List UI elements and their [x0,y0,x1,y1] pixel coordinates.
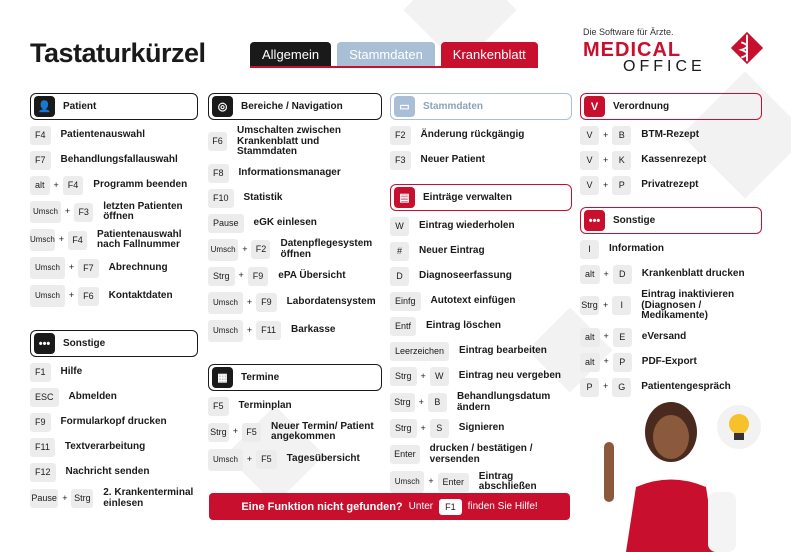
shortcut-label: eGK einlesen [253,216,317,228]
key-cap: F7 [30,151,51,170]
key-cap: Umsch [30,257,65,279]
shortcut-row [390,342,572,361]
section-icon: ▭ [394,96,415,117]
key-cap: # [390,242,409,261]
key-cap: Umsch [30,285,65,307]
key-cap: F5 [256,450,277,469]
shortcut-row [208,214,382,233]
shortcut-label: Kassenrezept [641,154,707,166]
section-title: Bereiche / Navigation [241,101,343,112]
key-cap: alt [580,328,600,347]
section-sonstige [30,330,198,509]
section-icon: V [584,96,605,117]
shortcut-label: Änderung rückgängig [420,129,525,141]
plus-sign: + [603,331,609,342]
section-header [208,364,382,391]
shortcut-row [208,320,382,342]
section-icon: 👤 [34,96,55,117]
key-cap: Leerzeichen [390,342,449,361]
shortcut-label: Eintrag löschen [426,320,502,332]
footer-pre: Unter [408,501,434,512]
shortcut-label: Patientengespräch [641,380,731,392]
logo-medical: MEDICAL [583,39,682,61]
shortcut-row [580,265,762,284]
logo-office: OFFICE [623,58,706,75]
key-cap: F1 [30,363,51,382]
plus-sign: + [603,381,609,392]
key-cap: F10 [208,189,234,208]
shortcut-row [30,488,198,509]
section-icon: ▤ [394,187,415,208]
page-title: Tastaturkürzel [30,38,206,68]
plus-sign: + [53,179,59,190]
plus-sign: + [242,243,248,254]
plus-sign: + [68,290,75,301]
key-cap: F4 [68,231,87,250]
key-cap: W [390,217,409,236]
logo [583,27,706,76]
shortcut-label: Neuer Termin/ Patient angekommen [271,420,374,442]
plus-sign: + [420,370,426,381]
section-icon: ▦ [212,367,233,388]
shortcut-label: Abmelden [68,391,117,403]
key-cap: F6 [208,132,227,151]
key-cap: P [612,176,631,195]
key-cap: Umsch [30,201,61,223]
shortcut-row [208,126,382,158]
shortcut-label: Eintrag bearbeiten [459,345,547,357]
shortcut-label: Patientenauswahl nach Fallnummer [97,228,182,250]
shortcut-row [30,413,198,432]
key-cap: Umsch [30,229,55,251]
key-cap: B [612,126,631,145]
section-title: Patient [63,101,97,112]
key-cap: F4 [63,176,84,195]
section-title: Stammdaten [423,101,484,112]
key-cap: alt [580,353,600,372]
plus-sign: + [246,296,253,307]
section-title: Termine [241,371,280,383]
tab-krankenblatt[interactable]: Krankenblatt [441,42,538,66]
logo-tagline: Die Software für Ärzte. [583,27,674,37]
key-cap: Pause [30,489,58,508]
shortcut-row [30,363,198,382]
plus-sign: + [603,356,609,367]
key-cap: I [612,296,631,315]
shortcut-row [30,176,198,195]
shortcut-label: Labordatensystem [286,296,376,308]
plus-sign: + [58,234,65,245]
shortcut-label: Kontaktdaten [108,289,173,301]
shortcut-row [30,285,198,307]
key-cap: F3 [74,203,93,222]
section-header [208,93,382,120]
shortcut-label: Abrechnung [108,261,168,273]
shortcut-row [208,239,382,261]
shortcut-label: Information [609,243,664,255]
shortcut-label: Signieren [458,422,505,434]
shortcut-label: eVersand [641,330,687,342]
key-cap: P [580,378,599,397]
shortcut-row [208,189,382,208]
key-cap: P [613,353,632,372]
section-header [580,207,762,234]
shortcut-label: Neuer Eintrag [419,245,485,257]
shortcut-row [208,422,382,443]
shortcut-row [390,126,572,145]
tab-bar [250,42,538,68]
shortcut-row [208,292,382,314]
shortcut-row [580,290,762,322]
shortcut-label: Statistik [243,191,283,203]
shortcut-row [390,471,572,493]
key-cap: F5 [208,397,229,416]
section-header [390,184,572,211]
key-cap: F6 [78,287,99,306]
shortcut-row [208,164,382,183]
shortcut-row [390,267,572,286]
shortcut-label: Neuer Patient [420,154,485,166]
shortcut-row [208,449,382,471]
shortcut-row [390,292,572,311]
shortcut-label: Barkasse [291,324,336,336]
key-cap: F2 [251,240,270,259]
shortcut-row [30,463,198,482]
shortcut-row [390,367,572,386]
shortcut-label: BTM-Rezept [641,129,700,141]
key-cap: Strg [71,489,93,508]
shortcut-label: Terminplan [238,399,292,411]
plus-sign: + [246,453,253,464]
plus-sign: + [418,396,424,407]
section-header [30,330,198,357]
shortcut-row [580,328,762,347]
tab-allgemein[interactable]: Allgemein [250,42,331,66]
shortcut-label: Eintrag neu vergeben [458,370,562,382]
key-cap: F9 [30,413,51,432]
key-cap: Umsch [208,449,243,471]
key-cap: Strg [208,267,235,286]
key-cap: Strg [390,393,415,412]
section-icon: ◎ [212,96,233,117]
section-sonstige [580,207,762,397]
key-cap: Pause [208,214,244,233]
shortcut-label: Diagnoseerfassung [419,270,512,282]
section-header [30,93,198,120]
shortcut-label: Programm beenden [93,179,188,191]
key-cap: alt [30,176,50,195]
shortcut-row [390,317,572,336]
shortcut-row [580,151,762,170]
key-cap: G [612,378,631,397]
shortcut-label: Eintrag abschließen [478,470,537,492]
shortcut-row [390,151,572,170]
shortcut-label: Autotext einfügen [430,295,516,307]
shortcut-label: Textverarbeitung [64,441,146,453]
section-icon: ••• [584,210,605,231]
section-title: Sonstige [63,338,106,349]
key-cap: Entf [390,317,416,336]
plus-sign: + [603,179,609,190]
key-cap: F12 [30,463,56,482]
lightbulb-icon [716,404,762,450]
shortcut-label: Patientenauswahl [60,129,145,141]
shortcut-label: PDF-Export [641,355,697,367]
plus-sign: + [64,206,71,217]
plus-sign: + [68,262,75,273]
key-cap: D [613,265,632,284]
key-cap: V [580,176,599,195]
plus-sign: + [428,476,434,487]
shortcut-label: Tagesübersicht [286,453,360,465]
plus-sign: + [603,268,609,279]
key-cap: F9 [248,267,269,286]
key-cap: D [390,267,409,286]
key-cap: B [428,393,447,412]
plus-sign: + [238,270,244,281]
plus-sign: + [603,129,609,140]
shortcut-row [580,353,762,372]
key-cap: F2 [390,126,411,145]
key-cap: V [580,151,599,170]
shortcut-row [30,126,198,145]
section-header [390,93,572,120]
shortcut-label: Formularkopf drucken [60,416,167,428]
shortcut-row [30,229,198,251]
key-cap: K [612,151,631,170]
key-cap: W [430,367,449,386]
shortcut-row [30,388,198,407]
key-cap: Umsch [390,471,424,493]
footer-question: Eine Funktion nicht gefunden? [241,500,403,513]
shortcut-label: letzten Patienten öffnen [103,200,183,222]
shortcut-label: Behandlungsfallauswahl [60,154,178,166]
shortcut-row [580,240,762,259]
shortcut-row [580,126,762,145]
section-icon: ••• [34,333,55,354]
section-bereiche-navigation [208,93,382,342]
shortcut-label: Datenpflegesystem öffnen [280,238,373,260]
key-cap: F8 [208,164,229,183]
shortcut-label: ePA Übersicht [278,269,346,281]
shortcut-label: Behandlungsdatum ändern [456,391,551,413]
key-cap: Strg [580,296,599,315]
key-cap: Strg [390,419,417,438]
shortcut-row [30,438,198,457]
shortcut-row [390,392,572,413]
plus-sign: + [603,300,609,311]
key-cap: Enter [438,473,469,492]
key-cap: F5 [242,423,261,442]
shortcut-label: Privatrezept [641,179,699,191]
key-cap: F9 [256,293,277,312]
section-title: Verordnung [613,101,670,112]
shortcut-row [390,444,572,465]
shortcut-row [208,397,382,416]
section-verordnung [580,93,762,195]
key-cap: V [580,126,599,145]
shortcut-label: Eintrag wiederholen [419,220,515,232]
key-cap: Umsch [208,239,238,261]
shortcut-row [30,201,198,223]
key-cap: Strg [208,423,229,442]
key-cap: Umsch [208,320,243,342]
key-cap: alt [580,265,600,284]
section-stammdaten [390,93,572,170]
shortcut-row [208,267,382,286]
footer-key: F1 [439,499,462,515]
shortcut-label: Informationsmanager [238,166,341,178]
plus-sign: + [246,324,253,335]
section-title: Einträge verwalten [423,192,512,203]
section-termine [208,364,382,471]
section-header [580,93,762,120]
key-cap: F7 [78,259,99,278]
shortcut-row [30,257,198,279]
section-patient [30,93,198,307]
shortcut-row [580,176,762,195]
key-cap: F4 [30,126,51,145]
shortcut-label: 2. Krankenterminal einlesen [103,487,194,509]
key-cap: S [430,419,449,438]
key-cap: F11 [256,321,281,340]
key-cap: Einfg [390,292,421,311]
plus-sign: + [420,422,426,433]
shortcut-label: drucken / bestätigen / versenden [429,443,533,465]
key-cap: Enter [390,445,420,464]
shortcut-row [30,151,198,170]
key-cap: Strg [390,367,417,386]
key-cap: F11 [30,438,55,457]
footer-post: finden Sie Hilfe! [467,501,538,512]
shortcut-row [390,217,572,236]
caduceus-logo-icon [728,29,766,67]
plus-sign: + [232,426,239,437]
shortcut-label: Hilfe [60,366,83,378]
section-eintr-ge-verwalten [390,184,572,493]
shortcut-label: Nachricht senden [65,466,150,478]
help-footer [209,493,570,520]
tab-stammdaten[interactable]: Stammdaten [337,42,435,66]
shortcut-row [390,242,572,261]
key-cap: E [613,328,632,347]
key-cap: F3 [390,151,411,170]
key-cap: Umsch [208,292,243,314]
shortcut-label: Umschalten zwischen Krankenblatt und Stammdaten [237,125,341,157]
shortcut-label: Krankenblatt drucken [641,268,745,280]
shortcut-row [390,419,572,438]
shortcut-label: Eintrag inaktivieren (Diagnosen / Medikamente) [641,289,735,321]
key-cap: I [580,240,599,259]
section-title: Sonstige [613,215,656,226]
key-cap: ESC [30,388,59,407]
plus-sign: + [62,492,68,503]
plus-sign: + [603,154,609,165]
